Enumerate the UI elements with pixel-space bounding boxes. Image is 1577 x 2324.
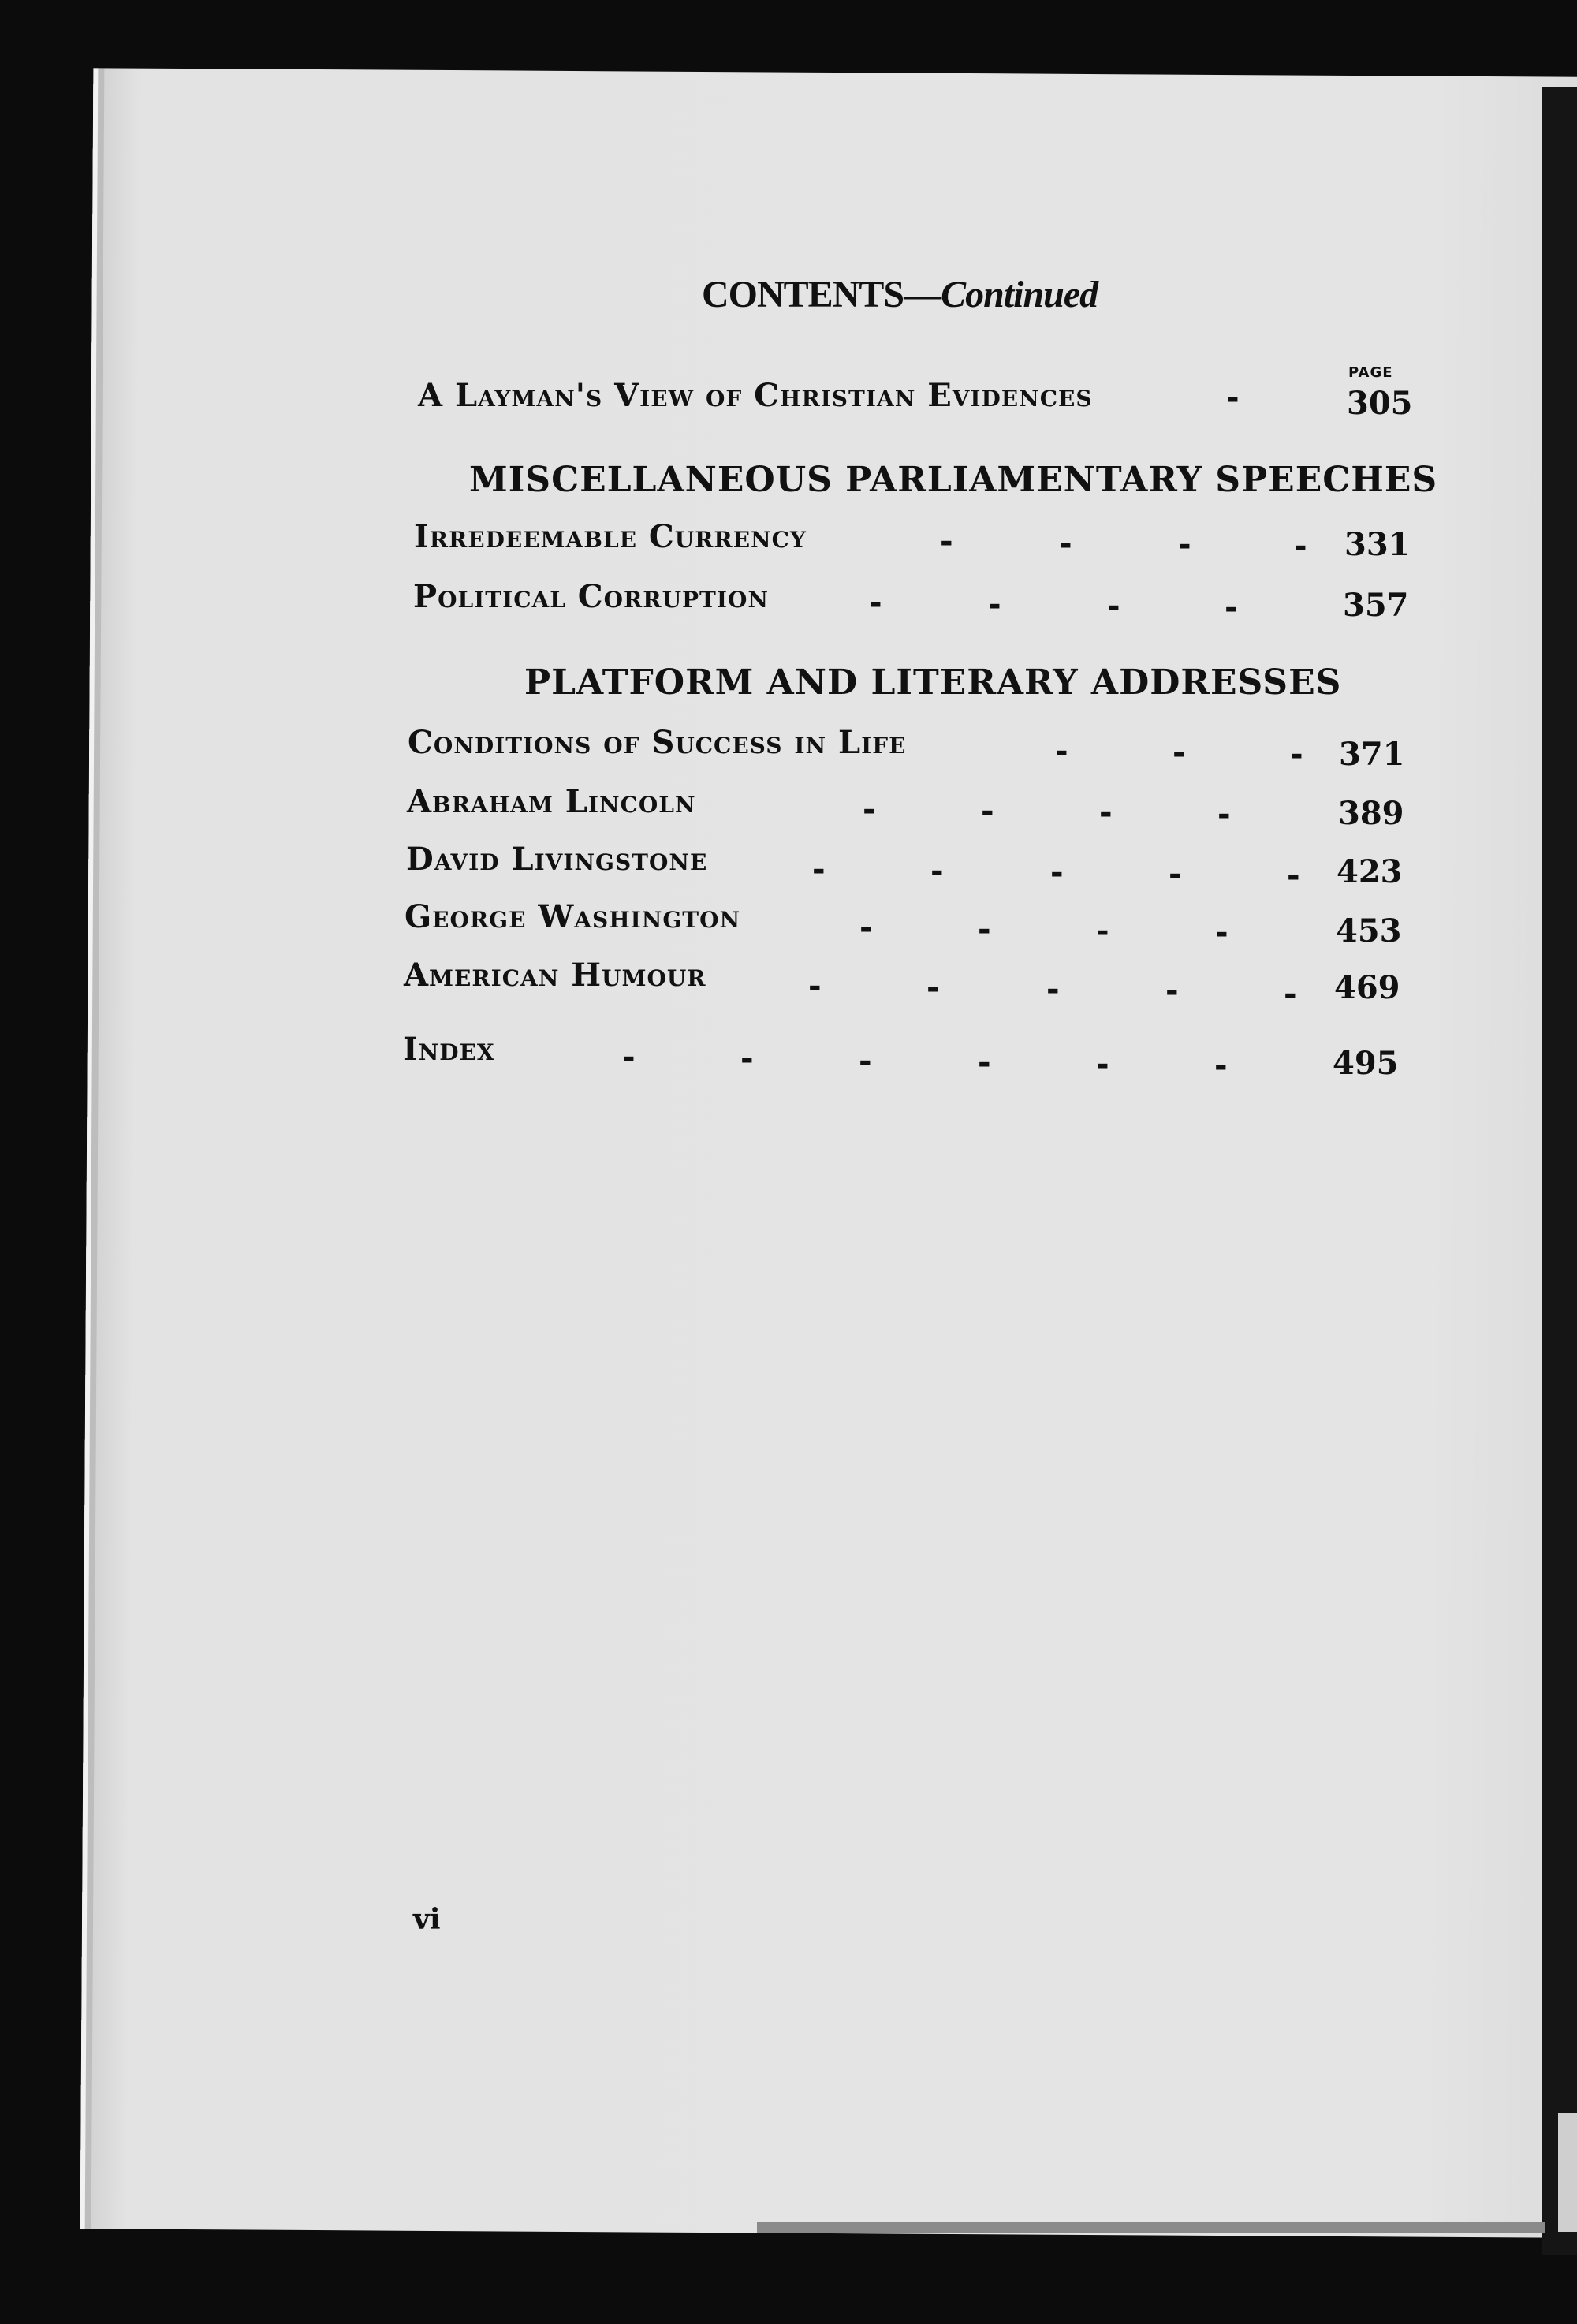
leader-dash: - xyxy=(1214,1048,1228,1084)
section-heading: MISCELLANEOUS PARLIAMENTARY SPEECHES xyxy=(469,460,1438,500)
leader-dash: - xyxy=(978,1045,991,1081)
leader-dash: - xyxy=(1165,973,1179,1009)
running-head-main: CONTENTS— xyxy=(702,274,941,315)
leader-dash: - xyxy=(988,587,1001,623)
toc-entry-page: 389 xyxy=(1338,795,1404,832)
toc-entry-title: Abraham Lincoln xyxy=(407,783,696,820)
leader-dash: - xyxy=(1287,858,1300,894)
running-head-continued: Continued xyxy=(941,274,1098,315)
toc-entry-page: 453 xyxy=(1336,912,1402,949)
toc-entry-page: 371 xyxy=(1339,736,1405,773)
toc-entry-page: 495 xyxy=(1333,1045,1399,1082)
leader-dash: - xyxy=(1096,1046,1109,1083)
adjacent-page-edge xyxy=(1558,2113,1577,2232)
leader-dash: - xyxy=(808,968,822,1005)
section-heading: PLATFORM AND LITERARY ADDRESSES xyxy=(524,662,1342,703)
leader-dash: - xyxy=(940,524,953,560)
toc-entry-page: 357 xyxy=(1343,587,1409,624)
leader-dash: - xyxy=(1046,972,1060,1008)
leader-dash: - xyxy=(859,1043,872,1080)
leader-dash: - xyxy=(863,792,876,828)
toc-entry-title: Irredeemable Currency xyxy=(414,518,807,555)
leader-dash: - xyxy=(869,585,882,621)
toc-entry-title: Political Corruption xyxy=(413,578,769,615)
toc-entry-title: American Humour xyxy=(404,957,706,994)
page-folio: vi xyxy=(413,1903,441,1936)
leader-dash: - xyxy=(981,793,994,830)
scan-edge-dark xyxy=(1542,87,1577,2255)
leader-dash: - xyxy=(1107,588,1120,625)
leader-dash: - xyxy=(1178,527,1191,563)
leader-dash: - xyxy=(859,910,873,946)
toc-entry-title: Conditions of Success in Life xyxy=(408,724,907,761)
leader-dash: - xyxy=(930,853,944,890)
leader-dash: - xyxy=(1099,795,1113,831)
page-bottom-edge xyxy=(757,2222,1545,2233)
leader-dash: - xyxy=(1050,855,1064,891)
leader-dash: - xyxy=(1055,733,1068,770)
leader-dash: - xyxy=(1290,737,1303,773)
toc-entry-title: A Layman's View of Christian Evidences xyxy=(418,377,1093,414)
leader-dash: - xyxy=(926,970,940,1006)
leader-dash: - xyxy=(1226,380,1240,416)
toc-entry-page: 469 xyxy=(1334,969,1400,1006)
leader-dash: - xyxy=(1284,976,1297,1013)
leader-dash: - xyxy=(1225,590,1238,626)
leader-dash: - xyxy=(1217,796,1231,833)
leader-dash: - xyxy=(622,1039,636,1076)
page-column-label: PAGE xyxy=(1348,364,1393,381)
running-head xyxy=(702,273,1098,316)
leader-dash: - xyxy=(1172,735,1186,771)
leader-dash: - xyxy=(1169,856,1182,893)
leader-dash: - xyxy=(1294,528,1307,565)
toc-entry-page: 423 xyxy=(1337,853,1403,890)
leader-dash: - xyxy=(812,852,826,888)
toc-entry-title: Index xyxy=(403,1031,495,1068)
toc-entry-title: George Washington xyxy=(405,898,741,935)
leader-dash: - xyxy=(740,1041,754,1077)
leader-dash: - xyxy=(1215,915,1228,951)
toc-entry-page: 331 xyxy=(1344,526,1411,563)
toc-entry-page: 305 xyxy=(1347,385,1413,422)
leader-dash: - xyxy=(978,912,991,948)
toc-entry-title: David Livingstone xyxy=(406,841,708,878)
leader-dash: - xyxy=(1059,526,1072,562)
leader-dash: - xyxy=(1096,913,1109,949)
